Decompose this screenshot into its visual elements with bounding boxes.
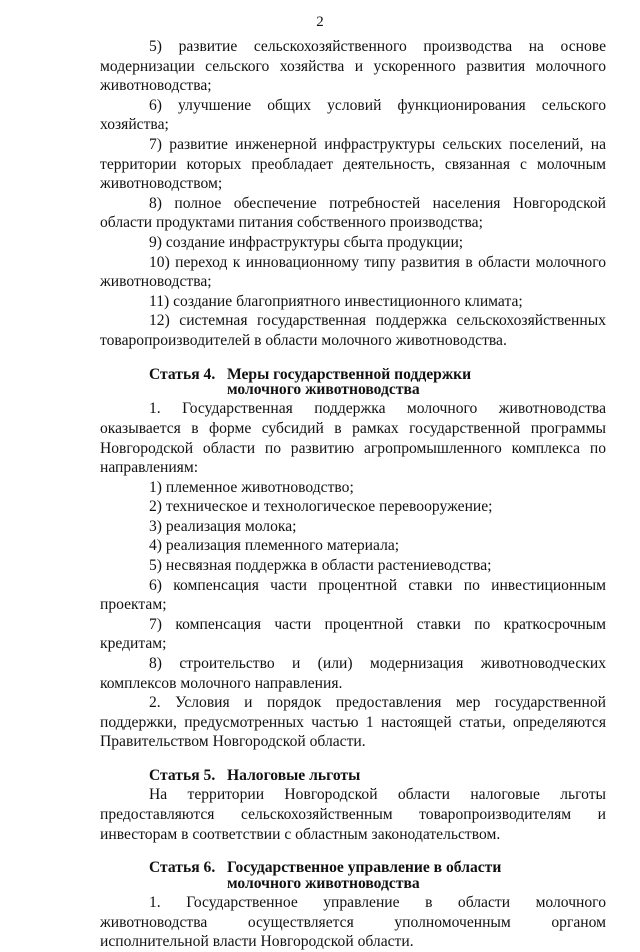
support-directions-list: [100, 478, 606, 694]
list-item: 6) улучшение общих условий функционирования сельского хозяйства;: [100, 96, 606, 134]
list-item: 8) строительство и (или) модернизация животноводческих комплексов молочного направления.: [100, 655, 606, 692]
list-item: 4) реализация племенного материала;: [149, 537, 400, 555]
article-4-part-2: 2. Условия и порядок предоставления мер государственной поддержки, предусмотренных частью 1 настоящей статьи, определяются Правительством Новгородской области.: [100, 694, 606, 751]
list-item: 9) создание инфраструктуры сбыта продукции;: [149, 233, 464, 251]
article-4-part-1: 1. Государственная поддержка молочного животноводства оказывается в форме субсидий в рамках государственной программы Новгородской области по развитию агропромышленного комплекса по направлениям:: [100, 400, 606, 477]
article-6-number: Статья 6.: [149, 859, 216, 877]
article-4-title-line1: Меры государственной поддержки: [227, 365, 472, 383]
document-body: [100, 37, 606, 952]
list-item: 7) компенсация части процентной ставки по краткосрочным кредитам;: [100, 615, 606, 653]
article-6-heading: [100, 860, 606, 891]
list-item: 2) техническое и технологическое перевооружение;: [149, 498, 493, 516]
page-number: 2: [316, 14, 324, 30]
article-4-heading: [100, 367, 606, 398]
list-item: 5) развитие сельскохозяйственного производства на основе модернизации сельского хозяйства и ускоренного развития молочного животноводства;: [100, 38, 606, 95]
article-4-number: Статья 4.: [149, 365, 216, 383]
article-5-number: Статья 5.: [149, 767, 216, 784]
article-6-title-line1: Государственное управление в области: [227, 859, 502, 877]
list-item: 7) развитие инженерной инфраструктуры сельских поселений, на территории которых преобладает деятельность, связанная с молочным животноводством;: [100, 135, 606, 193]
article-6-title-line2: молочного животноводства: [227, 874, 420, 892]
article-6-part-1: 1. Государственное управление в области молочного животноводства осуществляется уполномоченным органом исполнительной власти Новгородской области.: [100, 894, 606, 951]
article-5-title: Налоговые льготы: [227, 767, 361, 784]
goals-list: [100, 37, 606, 351]
article-4-title-line2: молочного животноводства: [227, 380, 420, 398]
list-item: 3) реализация молока;: [149, 517, 297, 535]
list-item: 6) компенсация части процентной ставки по инвестиционным проектам;: [100, 576, 606, 614]
article-5-heading: [100, 768, 606, 783]
list-item: 11) создание благоприятного инвестиционного климата;: [149, 292, 523, 310]
list-item: 12) системная государственная поддержка сельскохозяйственных товаропроизводителей в области молочного животноводства.: [100, 312, 606, 349]
list-item: 8) полное обеспечение потребностей населения Новгородской области продуктами питания собственного производства;: [100, 194, 606, 232]
article-5-text: На территории Новгородской области налоговые льготы предоставляются сельскохозяйственным товаропроизводителям и инвесторам в соответствии с областным законодательством.: [100, 786, 606, 843]
list-item: 10) переход к инновационному типу развития в области молочного животноводства;: [100, 253, 606, 291]
list-item: 1) племенное животноводство;: [149, 478, 354, 496]
list-item: 5) несвязная поддержка в области растениеводства;: [149, 557, 492, 575]
